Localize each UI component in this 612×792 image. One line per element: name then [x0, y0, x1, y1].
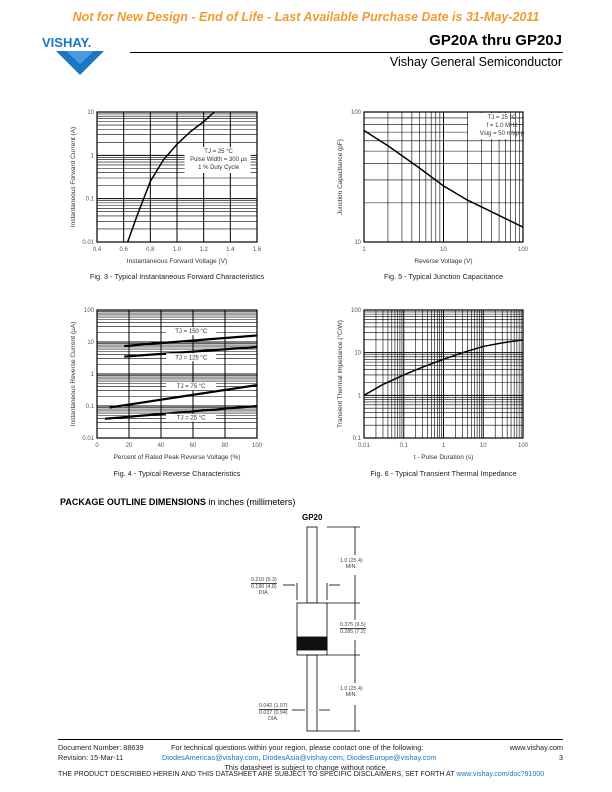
figure-caption: Fig. 6 - Typical Transient Thermal Impedance — [370, 469, 517, 478]
package-name: GP20 — [302, 513, 323, 522]
contact-emails: DiodesAmericas@vishay.com, DiodesAsia@vishay.com, DiodesEurope@vishay.com — [162, 753, 437, 762]
revision: Revision: 15-Mar-11 — [58, 753, 124, 762]
x-axis-label: t - Pulse Duration (s) — [413, 454, 474, 461]
page-title: GP20A thru GP20J — [429, 32, 562, 49]
body-diameter-dim: 0.210 (5.3) 0.190 (4.8) DIA. — [251, 577, 277, 596]
y-tick-label: 100 — [350, 110, 361, 116]
series-label: TJ = 150 °C — [175, 329, 208, 336]
lead-diameter-dim: 0.042 (1.07) 0.037 (0.94) DIA. — [259, 703, 288, 722]
x-tick-label: 1 — [362, 247, 366, 253]
body-length-dim: 0.375 (9.5) 0.285 (7.2) — [340, 622, 366, 635]
figure-caption: Fig. 4 - Typical Reverse Characteristics — [113, 469, 241, 478]
series-label: TJ = 125 °C — [175, 355, 208, 362]
lead-length-top-dim: 1.0 (25.4) MIN. — [340, 558, 363, 570]
y-tick-label: 1 — [90, 372, 94, 378]
x-axis-label: Reverse Voltage (V) — [414, 258, 473, 265]
y-tick-label: 1 — [90, 153, 94, 160]
page-number: 3 — [558, 753, 563, 762]
y-axis-label: Transient Thermal Impedance (°C/W) — [337, 320, 344, 428]
x-tick-label: 1.2 — [199, 247, 208, 253]
disclaimer — [58, 771, 544, 778]
lead-length-bottom-dim: 1.0 (25.4) MIN. — [340, 686, 363, 698]
email-europe[interactable]: DiodesEurope@vishay.com — [346, 753, 437, 762]
y-tick-label: 0.1 — [85, 196, 94, 203]
package-heading-bold: PACKAGE OUTLINE DIMENSIONS — [60, 497, 206, 507]
x-tick-label: 0.8 — [146, 247, 155, 253]
annotation-line: f = 1.0 MHz — [486, 123, 518, 129]
x-tick-label: 0.01 — [358, 443, 370, 449]
x-tick-label: 1.4 — [226, 247, 235, 253]
y-tick-label: 0.01 — [82, 240, 94, 246]
x-tick-label: 1 — [441, 443, 446, 449]
x-tick-label: 0.6 — [119, 247, 128, 253]
y-tick-label: 10 — [354, 240, 361, 246]
x-axis-label: Percent of Rated Peak Reverse Voltage (%) — [113, 454, 241, 461]
x-tick-label: 100 — [517, 443, 529, 449]
annotation-line: TJ = 25 °C — [487, 115, 517, 121]
x-tick-label: 0.1 — [399, 443, 408, 449]
x-tick-label: 60 — [189, 443, 197, 449]
x-tick-label: 40 — [157, 443, 165, 449]
x-tick-label: 1.0 — [172, 247, 182, 253]
x-tick-label: 100 — [517, 247, 529, 253]
y-tick-label: 1 — [357, 393, 361, 400]
series-label: TJ = 25 °C — [176, 415, 206, 422]
contact-text: For technical questions within your region, please contact one of the following: — [171, 743, 424, 752]
figure-caption: Fig. 3 - Typical Instantaneous Forward Characteristics — [89, 272, 265, 281]
annotation-line: 1 % Duty Cycle — [198, 165, 240, 171]
x-tick-label: 10 — [479, 443, 487, 449]
footer-divider — [58, 739, 563, 740]
logo-text: VISHAY. — [42, 35, 92, 50]
y-tick-label: 0.1 — [85, 404, 94, 410]
y-tick-label: 10 — [87, 110, 94, 116]
annotation-line: TJ = 25 °C — [204, 149, 233, 155]
email-americas[interactable]: DiodesAmericas@vishay.com — [162, 753, 259, 762]
x-axis-label: Instantaneous Forward Voltage (V) — [126, 258, 228, 265]
y-tick-label: 0.1 — [352, 436, 361, 442]
figure-caption: Fig. 5 - Typical Junction Capacitance — [383, 272, 504, 281]
x-tick-label: 0 — [95, 443, 99, 449]
disclaimer-text: THE PRODUCT DESCRIBED HEREIN AND THIS DATASHEET ARE SUBJECT TO SPECIFIC DISCLAIMERS, SET FORTH AT — [58, 771, 457, 778]
x-tick-label: 80 — [221, 443, 229, 449]
doc-number: Document Number: 88639 — [58, 743, 144, 752]
x-tick-label: 100 — [251, 443, 263, 449]
disclaimer-link[interactable]: www.vishay.com/doc?91000 — [456, 771, 545, 778]
y-tick-label: 100 — [83, 308, 94, 314]
y-axis-label: Instantaneous Forward Current (A) — [70, 126, 77, 228]
x-tick-label: 10 — [440, 247, 447, 253]
x-tick-label: 20 — [125, 443, 133, 449]
y-tick-label: 0.01 — [82, 436, 94, 442]
y-axis-label: Instantaneous Reverse Current (µA) — [70, 321, 77, 427]
series-label: TJ = 75 °C — [176, 384, 206, 391]
y-tick-label: 10 — [354, 350, 361, 357]
annotation-line: Pulse Width = 300 µs — [190, 157, 248, 163]
annotation-line: Vsig = 50 mVp-p — [479, 131, 525, 137]
website: www.vishay.com — [509, 743, 563, 752]
email-asia[interactable]: DiodesAsia@vishay.com — [262, 753, 343, 762]
change-notice: This datasheet is subject to change without notice. — [224, 763, 388, 772]
page-subtitle: Vishay General Semiconductor — [389, 55, 562, 69]
package-heading-units: in inches (millimeters) — [205, 497, 296, 507]
y-axis-label: Junction Capacitance (pF) — [337, 139, 344, 215]
y-tick-label: 100 — [350, 308, 361, 314]
x-tick-label: 0.4 — [92, 247, 102, 253]
y-tick-label: 10 — [87, 340, 94, 346]
x-tick-label: 1.6 — [252, 247, 262, 253]
eol-notice: Not for New Design - End of Life - Last Available Purchase Date is 31-May-2011 — [72, 10, 540, 24]
